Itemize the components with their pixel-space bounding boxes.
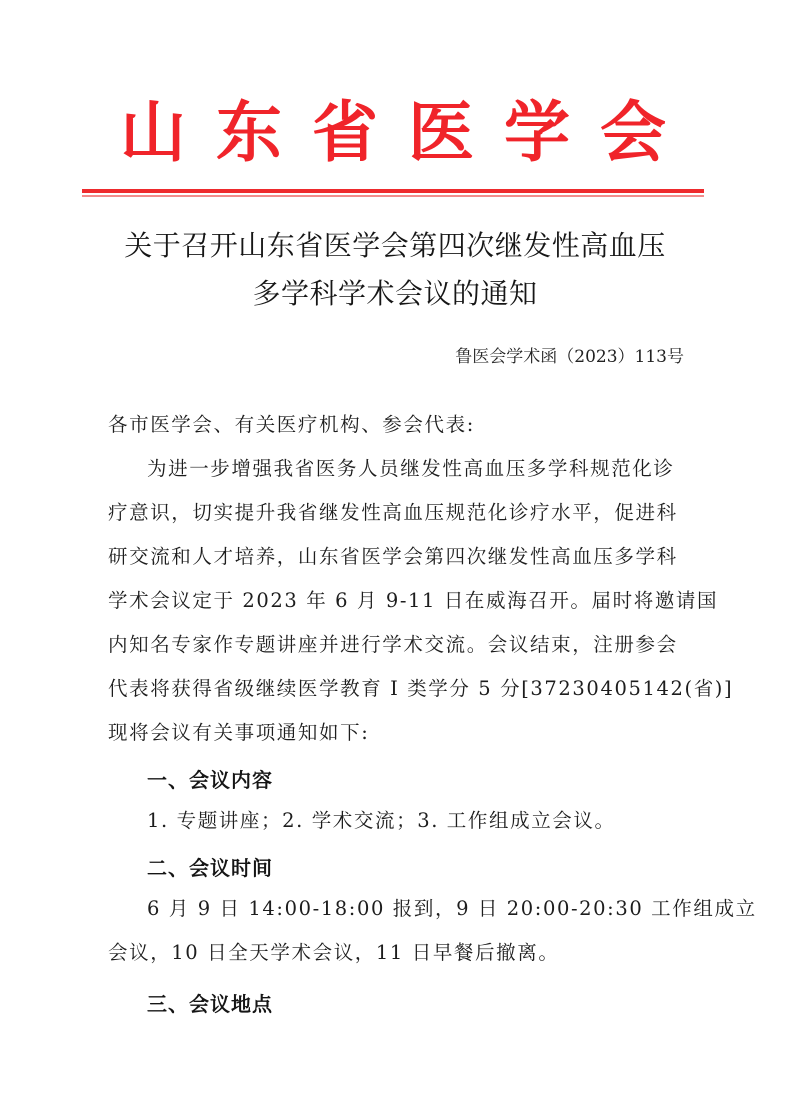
section-line: 6 月 9 日 14:00-18:00 报到，9 日 20:00-20:30 工作组成立 xyxy=(147,897,757,920)
body-line: 内知名专家作专题讲座并进行学术交流。会议结束，注册参会 xyxy=(108,633,678,656)
document-title-line-2: 多学科学术会议的通知 xyxy=(252,277,538,310)
section-line: 1. 专题讲座；2. 学术交流；3. 工作组成立会议。 xyxy=(147,809,616,832)
body-line: 研交流和人才培养，山东省医学会第四次继发性高血压多学科 xyxy=(108,545,678,568)
body-line: 现将会议有关事项通知如下: xyxy=(108,721,370,744)
body-line: 代表将获得省级继续医学教育 I 类学分 5 分[37230405142(省)] xyxy=(108,677,734,700)
document-title-line-1: 关于召开山东省医学会第四次继发性高血压 xyxy=(124,229,666,262)
section-line: 会议，10 日全天学术会议，11 日早餐后撤离。 xyxy=(108,941,560,964)
section-heading-content: 一、会议内容 xyxy=(147,768,273,792)
document-number: 鲁医会学术函（2023）113号 xyxy=(455,347,684,367)
section-heading-time: 二、会议时间 xyxy=(147,856,273,880)
salutation: 各市医学会、有关医疗机构、参会代表: xyxy=(108,413,475,436)
letterhead-rule-thin xyxy=(82,195,704,197)
organization-masthead: 山东省医学会 xyxy=(120,93,696,171)
body-line: 疗意识，切实提升我省继发性高血压规范化诊疗水平，促进科 xyxy=(108,501,678,524)
section-heading-location: 三、会议地点 xyxy=(147,992,273,1016)
body-line: 学术会议定于 2023 年 6 月 9-11 日在威海召开。届时将邀请国 xyxy=(108,589,719,612)
body-line: 为进一步增强我省医务人员继发性高血压多学科规范化诊 xyxy=(147,457,675,480)
letterhead-rule-thick xyxy=(82,189,704,193)
